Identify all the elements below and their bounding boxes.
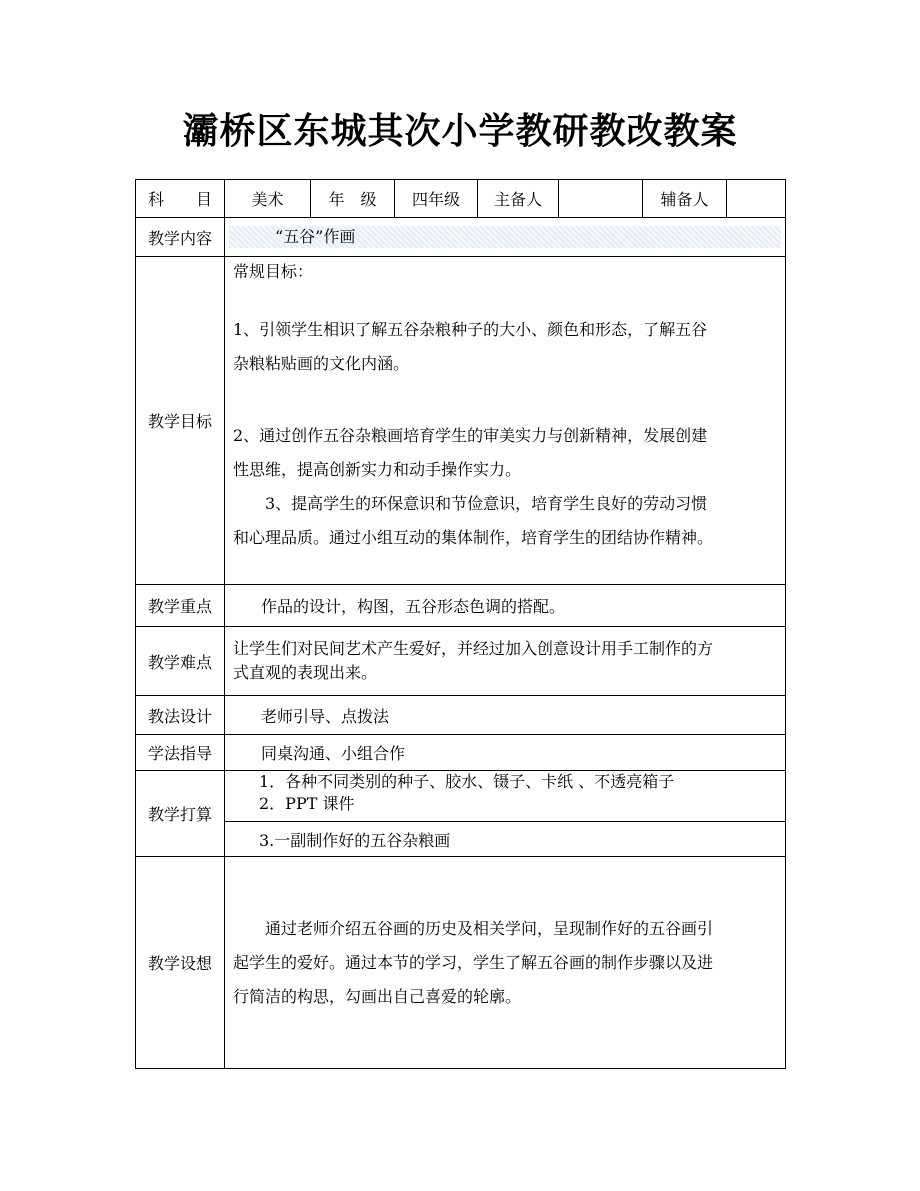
- method-row: [136, 696, 786, 735]
- goal-1-line-1: 1、引领学生相识了解五谷杂粮种子的大小、颜色和形态，了解五谷: [233, 320, 708, 339]
- lesson-plan-table: [135, 179, 786, 1069]
- goal-2-line-1: 2、通过创作五谷杂粮画培育学生的审美实力与创新精神，发展创建: [233, 426, 708, 445]
- method-label: 教法设计: [136, 696, 225, 735]
- study-text: 同桌沟通、小组合作: [225, 735, 786, 771]
- goals-heading: 常规目标：: [233, 262, 314, 281]
- prep-row-2: [136, 822, 786, 857]
- difficulty-line-1: 让学生们对民间艺术产生爱好，并经过加入创意设计用手工制作的方: [233, 639, 714, 658]
- difficulty-row: [136, 627, 786, 696]
- design-line-2: 起学生的爱好。通过本节的学习，学生了解五谷画的制作步骤以及进: [233, 952, 714, 972]
- goals-label: 教学目标: [136, 257, 225, 585]
- goal-1-line-2: 杂粮粘贴画的文化内涵。: [233, 354, 410, 373]
- focus-text: 作品的设计，构图，五谷形态色调的搭配。: [225, 585, 786, 627]
- goal-3-line-2: 和心理品质。通过小组互动的集体制作，培育学生的团结协作精神。: [233, 528, 714, 547]
- study-row: [136, 735, 786, 771]
- subject-value: 美术: [225, 180, 311, 218]
- content-text: “五谷”作画: [229, 226, 781, 248]
- page-title: 灞桥区东城其次小学教研教改教案: [182, 110, 738, 152]
- method-text: 老师引导、点拨法: [225, 696, 786, 735]
- assist-teacher-label: 辅备人: [643, 180, 727, 218]
- prep-label: 教学打算: [136, 771, 225, 857]
- grade-value: 四年级: [395, 180, 478, 218]
- design-line-1: 通过老师介绍五谷画的历史及相关学问，呈现制作好的五谷画引: [265, 918, 714, 938]
- prep-item-2: 2．PPT 课件: [259, 794, 355, 813]
- prep-item-1: 1．各种不同类别的种子、胶水、镊子、卡纸 、不透亮箱子: [259, 772, 675, 791]
- content-row: [136, 218, 786, 257]
- prep-row-1: [136, 771, 786, 822]
- grade-label: 年 级: [311, 180, 395, 218]
- lead-teacher-value: [559, 180, 643, 218]
- prep-item-3: 3.一副制作好的五谷杂粮画: [225, 822, 786, 857]
- design-row: [136, 857, 786, 1069]
- lead-teacher-label: 主备人: [478, 180, 559, 218]
- study-label: 学法指导: [136, 735, 225, 771]
- header-row: [136, 180, 786, 218]
- goal-3-line-1: 3、提高学生的环保意识和节俭意识，培育学生良好的劳动习惯: [265, 494, 708, 513]
- subject-label: 科 目: [136, 180, 225, 218]
- content-label: 教学内容: [136, 218, 225, 257]
- difficulty-label: 教学难点: [136, 627, 225, 696]
- focus-label: 教学重点: [136, 585, 225, 627]
- design-label: 教学设想: [136, 857, 225, 1069]
- difficulty-line-2: 式直观的表现出来。: [233, 663, 378, 682]
- goals-row: [136, 257, 786, 585]
- design-line-3: 行简洁的构思，勾画出自己喜爱的轮廓。: [233, 986, 522, 1006]
- goal-2-line-2: 性思维，提高创新实力和动手操作实力。: [233, 460, 522, 479]
- focus-row: [136, 585, 786, 627]
- assist-teacher-value: [727, 180, 786, 218]
